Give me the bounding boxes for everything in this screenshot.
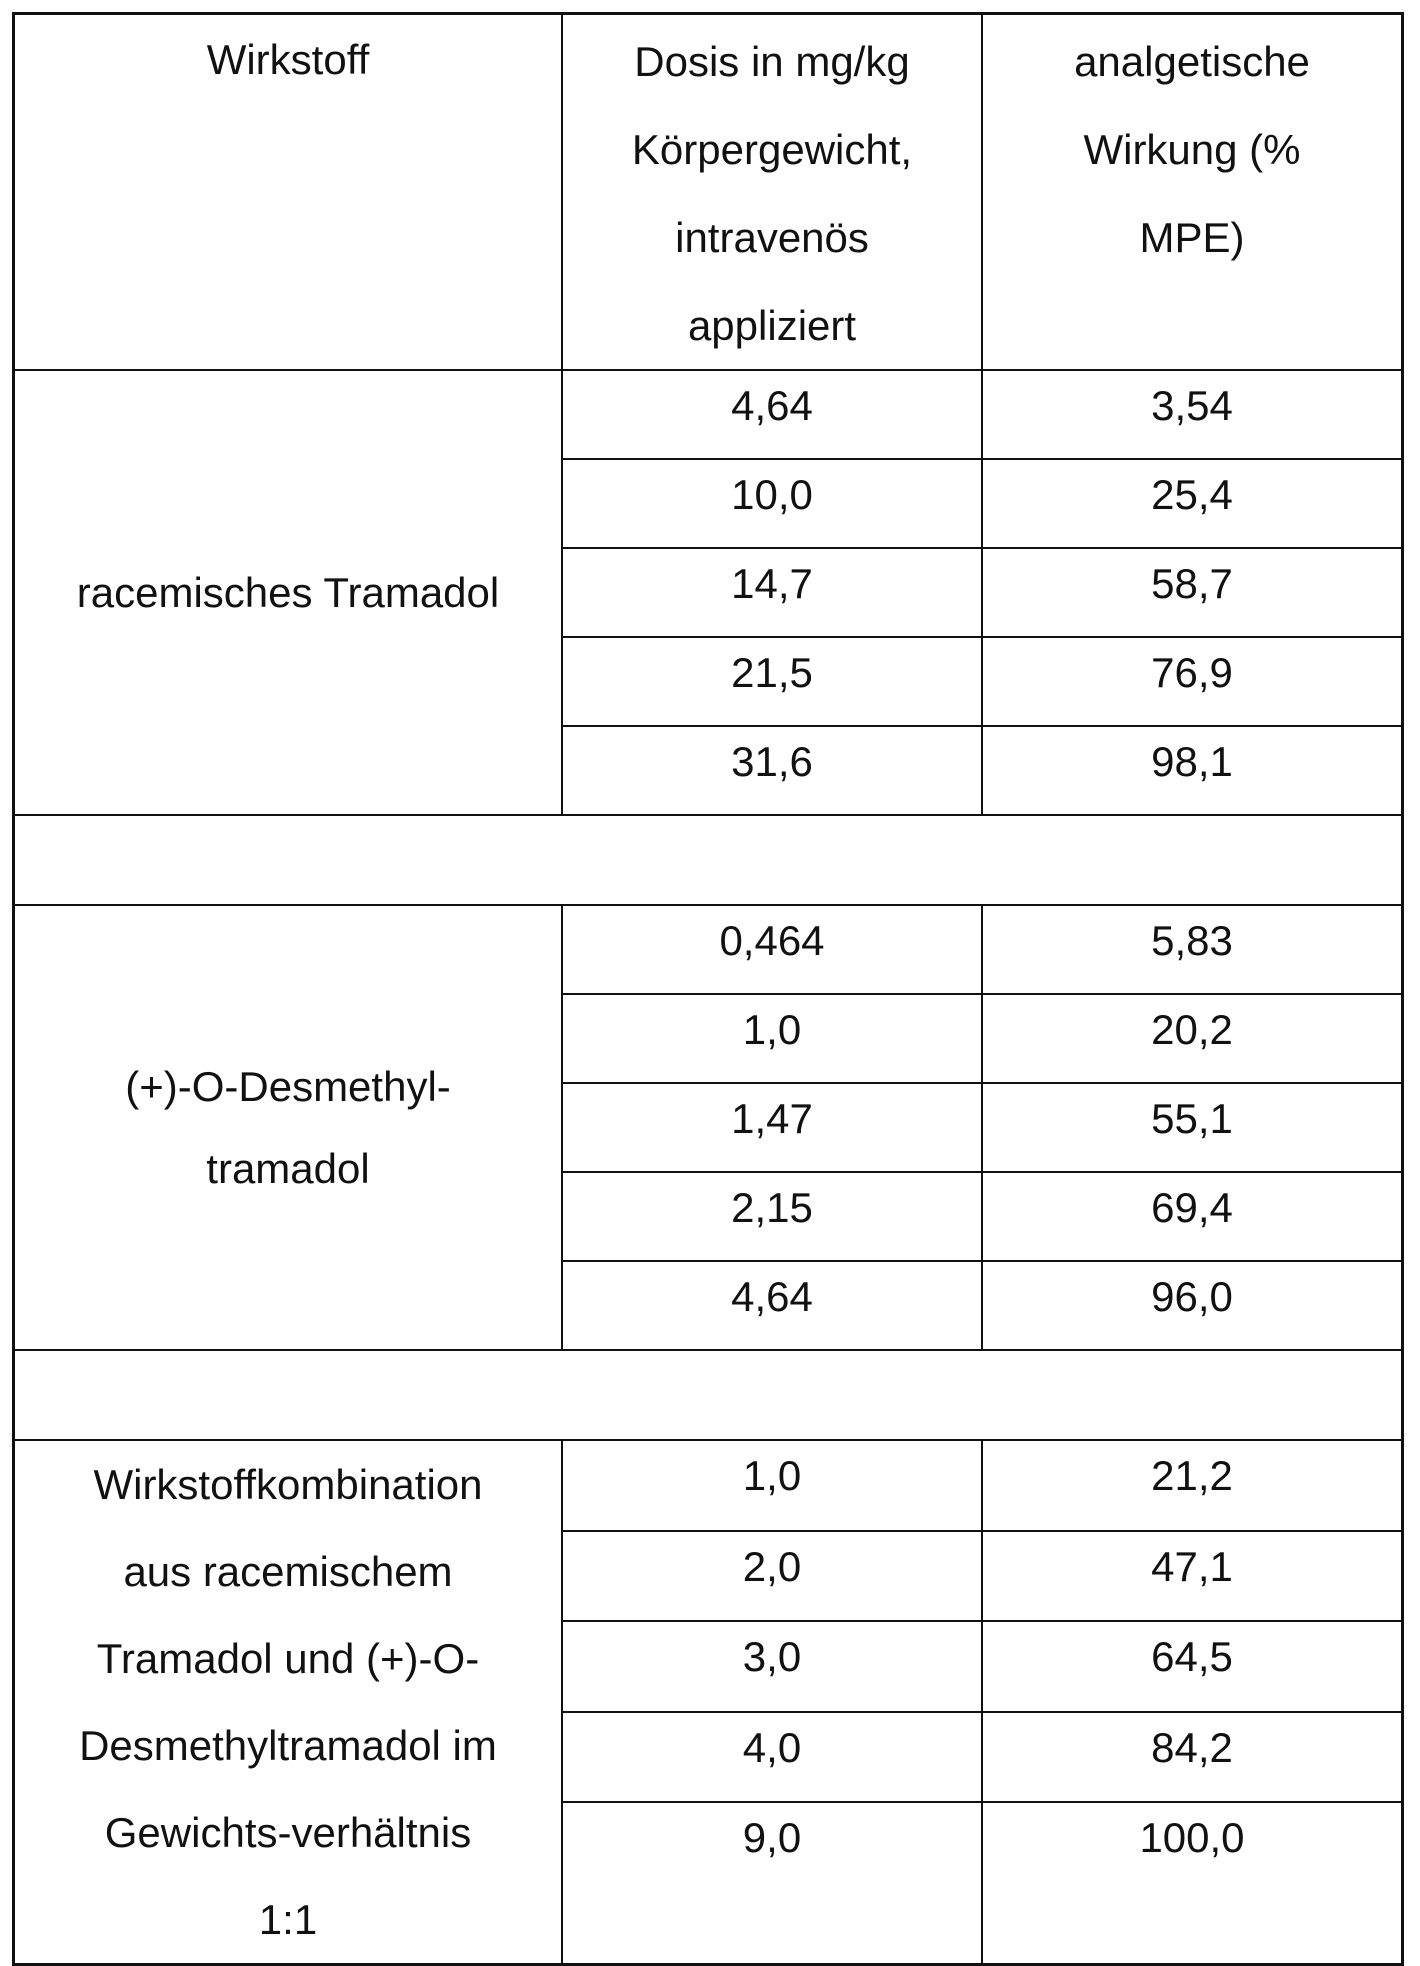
header-dose-line: intravenös <box>563 193 981 281</box>
header-dose-line: appliziert <box>563 281 981 369</box>
effect-cell: 20,2 <box>982 994 1403 1083</box>
dose-cell: 4,64 <box>562 370 982 459</box>
dose-cell: 1,47 <box>562 1083 982 1172</box>
substance-cell <box>14 370 563 815</box>
substance-cell <box>14 905 563 1350</box>
effect-cell: 98,1 <box>982 726 1403 815</box>
effect-cell: 25,4 <box>982 459 1403 548</box>
substance-name-line: (+)-O-Desmethyl- <box>15 1046 561 1128</box>
effect-cell: 55,1 <box>982 1083 1403 1172</box>
table-row <box>14 905 1403 994</box>
dose-cell: 4,64 <box>562 1261 982 1350</box>
effect-cell: 3,54 <box>982 370 1403 459</box>
dose-cell: 31,6 <box>562 726 982 815</box>
dose-cell: 10,0 <box>562 459 982 548</box>
substance-name-line: Tramadol und (+)-O- <box>15 1615 561 1702</box>
effect-cell: 76,9 <box>982 637 1403 726</box>
effect-cell: 96,0 <box>982 1261 1403 1350</box>
header-effect-line: Wirkung (% <box>983 105 1401 193</box>
substance-name-line: Desmethyltramadol im <box>15 1702 561 1789</box>
dose-cell: 2,0 <box>562 1531 982 1622</box>
dose-cell: 2,15 <box>562 1172 982 1261</box>
dose-cell: 9,0 <box>562 1802 982 1964</box>
substance-name-line: aus racemischem <box>15 1528 561 1615</box>
separator-cell <box>14 1350 1403 1440</box>
substance-name-line: Gewichts-verhältnis <box>15 1789 561 1876</box>
dose-cell: 3,0 <box>562 1621 982 1712</box>
header-effect-line: analgetische <box>983 17 1401 105</box>
header-substance-text: Wirkstoff <box>15 15 561 103</box>
effect-cell: 69,4 <box>982 1172 1403 1261</box>
table-row <box>14 1440 1403 1531</box>
effect-cell: 21,2 <box>982 1440 1403 1531</box>
dose-cell: 1,0 <box>562 994 982 1083</box>
effect-cell: 84,2 <box>982 1712 1403 1803</box>
header-substance <box>14 14 563 371</box>
separator-row <box>14 1350 1403 1440</box>
effect-cell: 47,1 <box>982 1531 1403 1622</box>
data-table <box>12 12 1404 1966</box>
dose-cell: 21,5 <box>562 637 982 726</box>
dose-cell: 4,0 <box>562 1712 982 1803</box>
effect-cell: 5,83 <box>982 905 1403 994</box>
header-dose-line: Körpergewicht, <box>563 105 981 193</box>
substance-cell <box>14 1440 563 1965</box>
header-dose-line: Dosis in mg/kg <box>563 17 981 105</box>
effect-cell: 64,5 <box>982 1621 1403 1712</box>
substance-name-line: Wirkstoffkombination <box>15 1441 561 1528</box>
dose-cell: 14,7 <box>562 548 982 637</box>
substance-name-line: racemisches Tramadol <box>15 552 561 634</box>
header-dose <box>562 14 982 371</box>
header-effect-line: MPE) <box>983 193 1401 281</box>
header-effect <box>982 14 1403 371</box>
dose-cell: 0,464 <box>562 905 982 994</box>
separator-row <box>14 815 1403 905</box>
substance-name-line: 1:1 <box>15 1876 561 1963</box>
table-row <box>14 370 1403 459</box>
effect-cell: 58,7 <box>982 548 1403 637</box>
dose-cell: 1,0 <box>562 1440 982 1531</box>
header-row <box>14 14 1403 371</box>
separator-cell <box>14 815 1403 905</box>
effect-cell: 100,0 <box>982 1802 1403 1964</box>
substance-name-line: tramadol <box>15 1128 561 1210</box>
